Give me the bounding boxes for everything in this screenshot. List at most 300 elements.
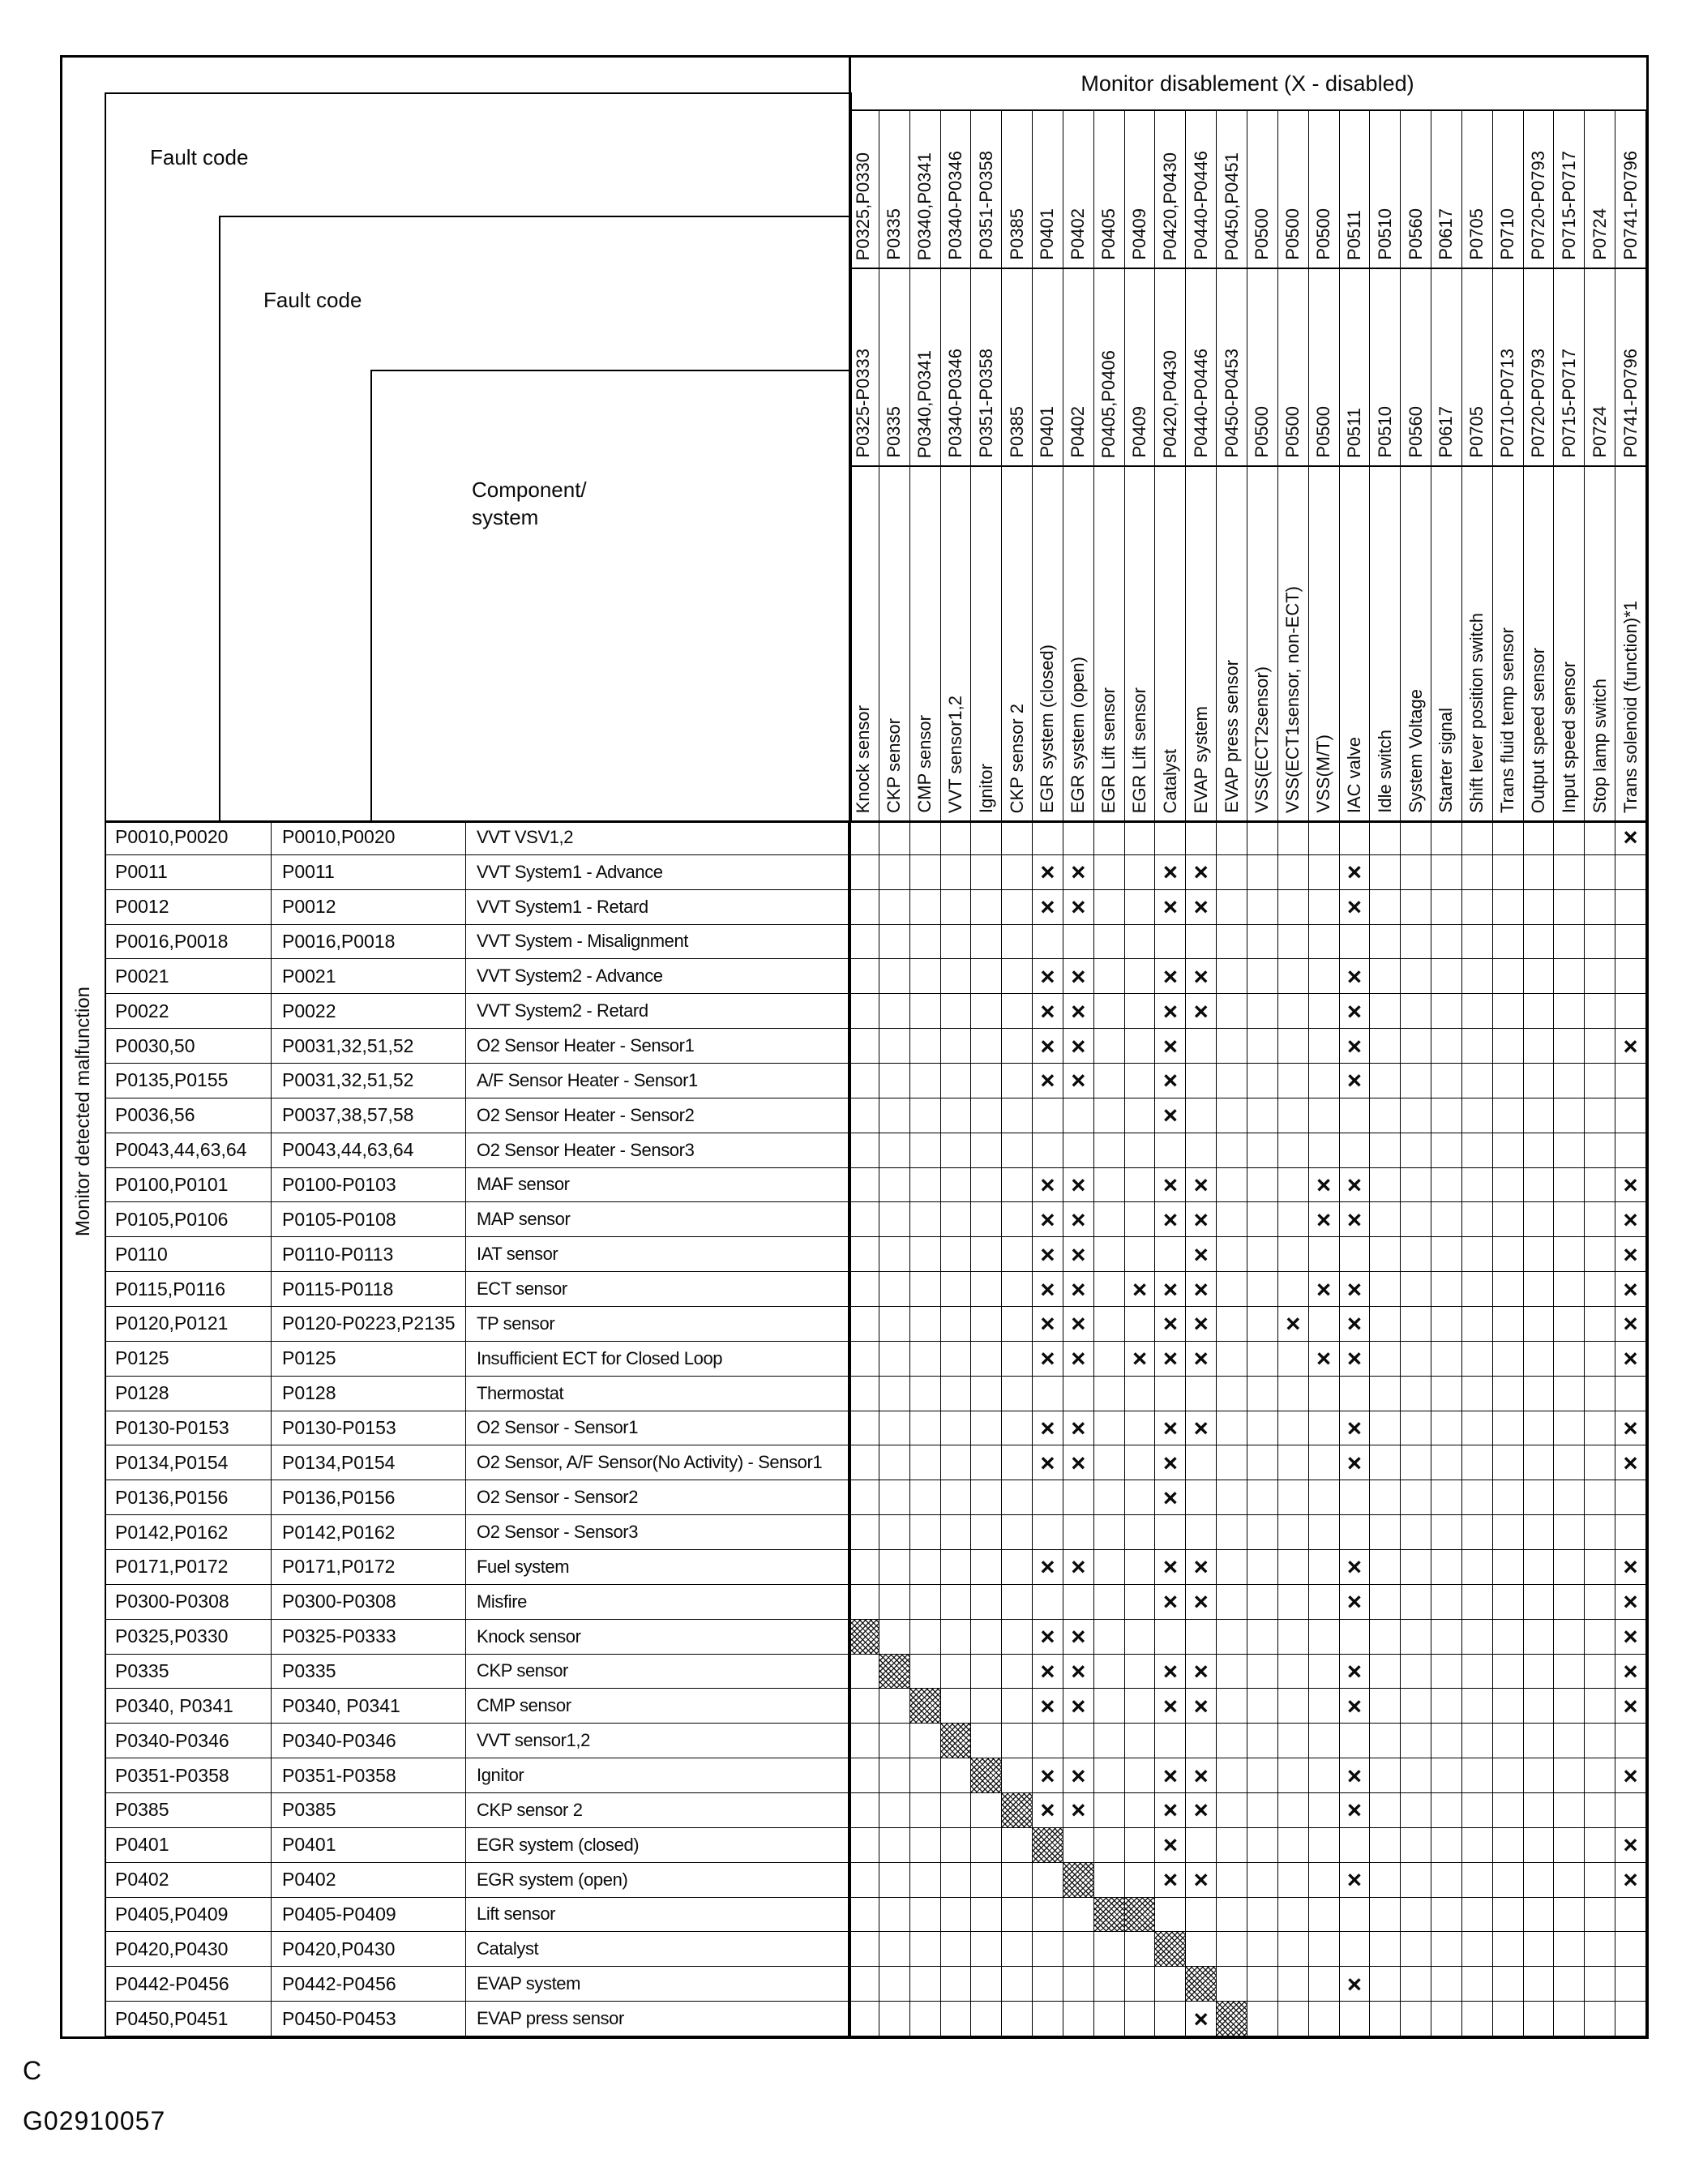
grid-cell (1002, 1411, 1033, 1446)
grid-cell (910, 1411, 941, 1446)
grid-cell (1217, 1445, 1247, 1480)
column-header-code2 (1615, 268, 1646, 465)
grid-cell (1585, 1515, 1615, 1550)
grid-cell (1186, 1480, 1217, 1515)
column-header-code2 (1554, 268, 1585, 465)
grid-cell (1247, 1585, 1278, 1620)
grid-cell (1554, 1724, 1585, 1758)
grid-cell (1493, 1480, 1524, 1515)
column-header-code2 (1002, 268, 1033, 465)
grid-cell (1217, 1724, 1247, 1758)
grid-cell (1278, 2002, 1309, 2036)
x-mark: × (1346, 1274, 1362, 1304)
grid-cell (849, 1480, 879, 1515)
grid-cell (1278, 1029, 1309, 1064)
grid-cell (879, 1620, 910, 1655)
grid-cell (1063, 1758, 1094, 1793)
grid-cell (971, 1445, 1002, 1480)
x-mark: × (1040, 893, 1055, 922)
grid-cell (1186, 1898, 1217, 1933)
grid-cell (971, 1342, 1002, 1377)
grid-cell (1309, 1967, 1340, 2002)
grid-cell (1309, 1168, 1340, 1203)
column-header-component (941, 465, 972, 820)
grid-cell (1401, 1237, 1431, 1272)
component-cell: EGR system (closed) (466, 1828, 849, 1863)
grid-cell (941, 1064, 972, 1098)
x-mark: × (1162, 1796, 1178, 1825)
grid-cell (1401, 890, 1431, 925)
grid-cell (1186, 994, 1217, 1029)
grid-cell (1186, 1342, 1217, 1377)
column-header-code2 (1401, 268, 1431, 465)
grid-cell (849, 1758, 879, 1793)
grid-cell (1033, 855, 1063, 890)
column-header-code2-text: P0715-P0717 (1558, 349, 1579, 458)
grid-cell (1033, 1932, 1063, 1967)
grid-cell (1585, 1342, 1615, 1377)
fault-code-1-cell: P0442-P0456 (105, 1967, 272, 2002)
grid-cell (941, 1272, 972, 1307)
x-mark: × (1346, 1865, 1362, 1895)
column-header-component-text: EGR Lift sensor (1129, 687, 1150, 813)
x-mark: × (1193, 858, 1209, 887)
grid-cell (941, 1793, 972, 1828)
grid-cell (1370, 1724, 1401, 1758)
grid-cell (1002, 1828, 1033, 1863)
grid-cell (1462, 1620, 1493, 1655)
column-header-code1-text: P0560 (1405, 208, 1426, 260)
component-cell: Fuel system (466, 1550, 849, 1585)
grid-cell (1615, 1967, 1646, 2002)
grid-cell (1431, 1585, 1462, 1620)
grid-cell (1493, 1272, 1524, 1307)
column-header-code2-text: P0741-P0796 (1620, 349, 1641, 458)
component-cell: CKP sensor 2 (466, 1793, 849, 1828)
grid-cell (1431, 890, 1462, 925)
x-mark: × (1071, 1274, 1086, 1304)
column-header-code2 (1186, 268, 1217, 465)
grid-cell (910, 1550, 941, 1585)
x-mark: × (1346, 1205, 1362, 1234)
table-title: Monitor disablement (X - disabled) (1080, 71, 1414, 96)
grid-cell (1063, 1724, 1094, 1758)
x-mark: × (1071, 1205, 1086, 1234)
grid-cell (1340, 2002, 1371, 2036)
grid-cell (941, 959, 972, 994)
fault-code-1-cell: P0016,P0018 (105, 925, 272, 960)
grid-cell (1340, 1585, 1371, 1620)
grid-cell (1217, 1342, 1247, 1377)
column-header-code2 (910, 268, 941, 465)
grid-cell (1247, 820, 1278, 855)
grid-cell (1524, 890, 1555, 925)
grid-cell (1063, 1272, 1094, 1307)
grid-cell (910, 1168, 941, 1203)
grid-cell (1033, 1480, 1063, 1515)
grid-cell (849, 1863, 879, 1898)
grid-cell (1309, 1237, 1340, 1272)
grid-cell (1094, 1133, 1125, 1168)
grid-cell (1431, 1377, 1462, 1411)
x-mark: × (1071, 961, 1086, 991)
grid-cell (1125, 1515, 1156, 1550)
grid-cell (1247, 1620, 1278, 1655)
grid-cell (1401, 820, 1431, 855)
column-header-code1 (879, 109, 910, 268)
column-header-component (1217, 465, 1247, 820)
x-mark: × (1162, 1552, 1178, 1582)
grid-cell (1585, 1307, 1615, 1342)
grid-cell (1217, 1029, 1247, 1064)
component-cell: O2 Sensor, A/F Sensor(No Activity) - Sensor1 (466, 1445, 849, 1480)
grid-cell (1554, 1967, 1585, 2002)
grid-cell (1094, 1445, 1125, 1480)
grid-cell (1340, 1445, 1371, 1480)
fault-code-2-cell: P0012 (272, 890, 466, 925)
grid-cell (879, 1272, 910, 1307)
fault-code-1-cell: P0036,56 (105, 1098, 272, 1133)
grid-cell (910, 1515, 941, 1550)
fault-code-2-cell: P0351-P0358 (272, 1758, 466, 1793)
column-header-code1 (1370, 109, 1401, 268)
grid-cell (1033, 1863, 1063, 1898)
column-header-code2-text: P0340-P0346 (944, 349, 965, 458)
fault-code-1-cell: P0402 (105, 1863, 272, 1898)
grid-cell (1462, 1967, 1493, 2002)
fault-code-1-cell: P0300-P0308 (105, 1585, 272, 1620)
grid-cell (1186, 1237, 1217, 1272)
grid-cell (910, 890, 941, 925)
grid-cell (941, 890, 972, 925)
grid-cell (1278, 820, 1309, 855)
grid-cell (1125, 890, 1156, 925)
x-mark: × (1162, 893, 1178, 922)
column-header-component-text: CKP sensor 2 (1006, 703, 1027, 813)
x-mark: × (1346, 1448, 1362, 1477)
grid-cell (1125, 1411, 1156, 1446)
grid-cell (1125, 1863, 1156, 1898)
x-mark: × (1071, 893, 1086, 922)
grid-cell (1615, 925, 1646, 960)
column-header-code1-text: P0511 (1343, 210, 1364, 260)
column-header-code1-text: P0440-P0446 (1190, 151, 1211, 260)
grid-cell (1431, 1029, 1462, 1064)
grid-cell (1309, 1202, 1340, 1237)
grid-cell (1063, 1898, 1094, 1933)
grid-cell (941, 1758, 972, 1793)
grid-cell-hatched (971, 1758, 1002, 1793)
x-mark: × (1162, 1309, 1178, 1338)
grid-cell (1462, 2002, 1493, 2036)
grid-cell (1033, 1724, 1063, 1758)
grid-cell (849, 1655, 879, 1689)
grid-cell (1370, 1967, 1401, 2002)
fault-code-2-cell: P0128 (272, 1377, 466, 1411)
table-outer-border (60, 55, 1649, 2039)
grid-cell (1033, 820, 1063, 855)
grid-cell (1094, 855, 1125, 890)
grid-cell (1278, 1480, 1309, 1515)
grid-cell (1278, 925, 1309, 960)
column-header-component-text: EVAP system (1190, 705, 1211, 813)
grid-cell (1340, 1689, 1371, 1724)
x-mark: × (1040, 1240, 1055, 1269)
grid-cell (1431, 820, 1462, 855)
grid-cell (1524, 1342, 1555, 1377)
x-mark: × (1040, 1796, 1055, 1825)
grid-cell (1217, 1480, 1247, 1515)
column-header-component-text: CKP sensor (884, 718, 905, 813)
grid-cell (971, 925, 1002, 960)
x-mark: × (1040, 1031, 1055, 1060)
grid-cell (1033, 1758, 1063, 1793)
grid-cell (1401, 2002, 1431, 2036)
grid-cell (1615, 994, 1646, 1029)
grid-cell (1340, 1655, 1371, 1689)
grid-cell (1431, 1898, 1462, 1933)
grid-cell (1125, 1585, 1156, 1620)
grid-cell (849, 1828, 879, 1863)
fault-code-2-cell: P0016,P0018 (272, 925, 466, 960)
grid-cell (1278, 1272, 1309, 1307)
grid-cell (910, 1620, 941, 1655)
grid-cell (971, 1932, 1002, 1967)
grid-cell (1401, 925, 1431, 960)
grid-cell (1278, 1307, 1309, 1342)
grid-cell (910, 1863, 941, 1898)
grid-cell (1278, 1342, 1309, 1377)
column-header-component (1247, 465, 1278, 820)
grid-cell (1615, 855, 1646, 890)
component-cell: O2 Sensor Heater - Sensor3 (466, 1133, 849, 1168)
column-header-code1-text: P0402 (1068, 208, 1089, 260)
grid-cell (1524, 1585, 1555, 1620)
grid-cell (879, 925, 910, 960)
grid-cell (1002, 925, 1033, 960)
grid-cell (1431, 1133, 1462, 1168)
grid-cell (1217, 1098, 1247, 1133)
x-mark: × (1040, 961, 1055, 991)
grid-cell (1063, 925, 1094, 960)
column-header-code1 (1615, 109, 1646, 268)
grid-cell (971, 1655, 1002, 1689)
fault-code-2-cell: P0136,P0156 (272, 1480, 466, 1515)
grid-cell (941, 925, 972, 960)
grid-cell-hatched (849, 1620, 879, 1655)
column-header-code1-text: P0500 (1252, 208, 1273, 260)
grid-cell (1615, 1550, 1646, 1585)
x-mark: × (1040, 1622, 1055, 1651)
grid-cell (1493, 1863, 1524, 1898)
column-header-component (1401, 465, 1431, 820)
grid-cell (1401, 1480, 1431, 1515)
grid-cell (1615, 1585, 1646, 1620)
grid-cell (1094, 1272, 1125, 1307)
grid-cell (1340, 1411, 1371, 1446)
grid-cell (1002, 1967, 1033, 2002)
grid-cell (971, 820, 1002, 855)
column-header-code2 (849, 268, 879, 465)
fault-code-2-cell: P0022 (272, 994, 466, 1029)
grid-cell (1125, 1168, 1156, 1203)
x-mark: × (1193, 1691, 1209, 1720)
grid-cell (1431, 855, 1462, 890)
x-mark: × (1286, 1309, 1301, 1338)
fault-code-2-cell: P0402 (272, 1863, 466, 1898)
grid-cell (1554, 1098, 1585, 1133)
column-header-code2-text: P0409 (1129, 406, 1150, 458)
grid-cell (1186, 1793, 1217, 1828)
column-header-component-text: Input speed sensor (1558, 661, 1579, 813)
grid-cell (1431, 2002, 1462, 2036)
grid-cell (1615, 1202, 1646, 1237)
grid-cell (1585, 1758, 1615, 1793)
grid-cell (1094, 2002, 1125, 2036)
grid-cell (910, 1064, 941, 1098)
grid-cell (1370, 1550, 1401, 1585)
grid-cell (1554, 994, 1585, 1029)
grid-cell (1493, 820, 1524, 855)
grid-cell (1033, 1411, 1063, 1446)
column-header-component-text: Starter signal (1436, 708, 1457, 813)
grid-cell (1401, 1202, 1431, 1237)
grid-cell (1401, 1932, 1431, 1967)
grid-cell (1155, 1098, 1186, 1133)
grid-cell (1615, 1445, 1646, 1480)
grid-cell (1462, 1480, 1493, 1515)
grid-cell (849, 1029, 879, 1064)
grid-cell (1462, 1411, 1493, 1446)
x-mark: × (1071, 1691, 1086, 1720)
x-mark: × (1040, 1413, 1055, 1442)
grid-cell (1217, 1758, 1247, 1793)
grid-cell (1063, 1655, 1094, 1689)
grid-cell (1155, 1133, 1186, 1168)
grid-cell (1247, 959, 1278, 994)
grid-cell (1063, 1202, 1094, 1237)
grid-cell (1186, 1724, 1217, 1758)
grid-cell (1063, 1932, 1094, 1967)
grid-cell (1033, 1064, 1063, 1098)
grid-cell (1278, 1237, 1309, 1272)
grid-cell (1217, 1064, 1247, 1098)
column-header-code1 (1585, 109, 1615, 268)
grid-cell (879, 2002, 910, 2036)
grid-cell (1217, 1377, 1247, 1411)
column-header-code2 (1493, 268, 1524, 465)
grid-cell (1431, 1098, 1462, 1133)
x-mark: × (1346, 893, 1362, 922)
grid-cell (971, 1168, 1002, 1203)
x-mark: × (1193, 1274, 1209, 1304)
grid-cell (1493, 959, 1524, 994)
grid-cell (1125, 1064, 1156, 1098)
grid-cell (1247, 1863, 1278, 1898)
grid-cell (1431, 1793, 1462, 1828)
fault-code-2-cell: P0450-P0453 (272, 2002, 466, 2036)
grid-cell (1063, 994, 1094, 1029)
footer-figure-id: G02910057 (23, 2106, 166, 2135)
x-mark: × (1623, 1448, 1638, 1477)
grid-cell (910, 1828, 941, 1863)
grid-cell (910, 1585, 941, 1620)
grid-cell (1002, 1098, 1033, 1133)
grid-cell (1585, 959, 1615, 994)
grid-cell (1309, 1793, 1340, 1828)
fault-code-1-cell: P0135,P0155 (105, 1064, 272, 1098)
x-mark: × (1040, 1309, 1055, 1338)
grid-cell (1462, 1898, 1493, 1933)
grid-cell (1063, 1029, 1094, 1064)
grid-cell (1615, 1377, 1646, 1411)
x-mark: × (1623, 1831, 1638, 1860)
grid-cell (1340, 1377, 1371, 1411)
grid-cell (1524, 1237, 1555, 1272)
grid-cell (1431, 1307, 1462, 1342)
column-header-code1 (1462, 109, 1493, 268)
grid-cell (1155, 1377, 1186, 1411)
grid-cell (1094, 1064, 1125, 1098)
grid-cell (1585, 1445, 1615, 1480)
grid-cell (1585, 1377, 1615, 1411)
grid-cell (1217, 1689, 1247, 1724)
grid-cell (1063, 1550, 1094, 1585)
grid-cell (1247, 1133, 1278, 1168)
grid-cell (1401, 994, 1431, 1029)
grid-cell (910, 925, 941, 960)
grid-cell (1247, 1932, 1278, 1967)
grid-cell (1585, 1932, 1615, 1967)
grid-cell (1094, 1202, 1125, 1237)
grid-cell (879, 959, 910, 994)
grid-cell (849, 1272, 879, 1307)
grid-cell (1063, 959, 1094, 994)
x-mark: × (1346, 1587, 1362, 1617)
grid-cell (1585, 1898, 1615, 1933)
component-cell: O2 Sensor Heater - Sensor1 (466, 1029, 849, 1064)
grid-cell (1401, 1828, 1431, 1863)
grid-cell (1370, 1655, 1401, 1689)
grid-cell (941, 1202, 972, 1237)
component-cell: VVT System1 - Advance (466, 855, 849, 890)
component-cell: MAP sensor (466, 1202, 849, 1237)
x-mark: × (1193, 1656, 1209, 1685)
grid-cell (1401, 1967, 1431, 2002)
x-mark: × (1162, 1066, 1178, 1095)
grid-cell (1217, 1585, 1247, 1620)
grid-cell (1340, 1168, 1371, 1203)
column-header-code2 (1585, 268, 1615, 465)
grid-cell (1340, 1724, 1371, 1758)
grid-cell (1340, 1515, 1371, 1550)
grid-cell (1401, 1133, 1431, 1168)
grid-cell (1278, 1445, 1309, 1480)
grid-cell (1370, 1793, 1401, 1828)
grid-cell (1094, 1307, 1125, 1342)
grid-cell (1033, 1029, 1063, 1064)
grid-cell (1155, 1064, 1186, 1098)
x-mark: × (1193, 893, 1209, 922)
grid-cell (1278, 1967, 1309, 2002)
grid-cell (1002, 1445, 1033, 1480)
grid-cell (1401, 1377, 1431, 1411)
grid-cell (1278, 1133, 1309, 1168)
grid-cell (1309, 1655, 1340, 1689)
grid-cell (1615, 1793, 1646, 1828)
grid-cell (1493, 1898, 1524, 1933)
grid-cell (1309, 820, 1340, 855)
